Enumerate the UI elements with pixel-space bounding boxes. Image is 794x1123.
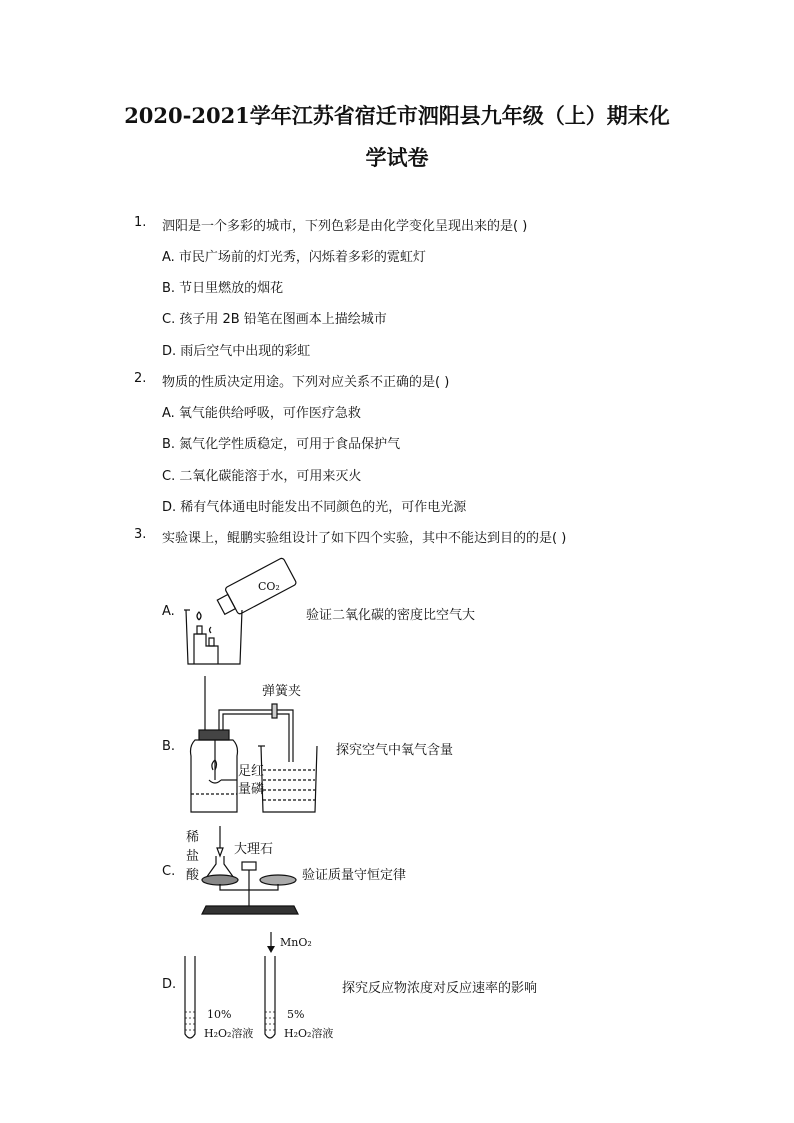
question-2-option-d: D. 稀有气体通电时能发出不同颜色的光，可作电光源 xyxy=(162,500,467,515)
question-2-option-c: C. 二氧化碳能溶于水，可用来灭火 xyxy=(162,469,362,484)
option-d-concentration-5: 5% xyxy=(287,1008,305,1021)
option-b-letter: B. xyxy=(162,739,176,754)
option-d-solution-label-left: H₂O₂溶液 xyxy=(204,1027,254,1040)
question-2-number: 2. xyxy=(134,371,147,386)
mno2-arrow-icon xyxy=(266,932,276,954)
option-c-acid-label-1: 稀 xyxy=(186,830,200,845)
option-b-phosphorus-label-1: 足红 xyxy=(238,764,265,779)
question-2-option-b: B. 氮气化学性质稳定，可用于食品保护气 xyxy=(162,437,401,452)
option-c-description: 验证质量守恒定律 xyxy=(302,868,407,883)
question-1-text: 泗阳是一个多彩的城市，下列色彩是由化学变化呈现出来的是( ) xyxy=(162,219,528,234)
question-1-option-c: C. 孩子用 2B 铅笔在图画本上描绘城市 xyxy=(162,312,387,327)
option-a-co2-label: CO₂ xyxy=(258,580,280,593)
question-1-option-a: A. 市民广场前的灯光秀，闪烁着多彩的霓虹灯 xyxy=(162,250,426,265)
question-1-option-d: D. 雨后空气中出现的彩虹 xyxy=(162,344,311,359)
question-2-text: 物质的性质决定用途。下列对应关系不正确的是( ) xyxy=(162,375,450,390)
option-d-concentration-10: 10% xyxy=(207,1008,232,1021)
option-c-letter: C. xyxy=(162,864,176,879)
co2-pouring-figure xyxy=(180,560,300,666)
option-b-clip-label: 弹簧夹 xyxy=(262,684,302,699)
test-tube-left xyxy=(183,956,197,1042)
option-c-marble-label: 大理石 xyxy=(234,842,274,857)
question-3-number: 3. xyxy=(134,527,147,542)
option-d-description: 探究反应物浓度对反应速率的影响 xyxy=(342,981,538,996)
exam-title-line2: 学试卷 xyxy=(365,145,429,170)
question-1-number: 1. xyxy=(134,215,147,230)
exam-title-line1: 2020-2021学年江苏省宿迁市泗阳县九年级（上）期末化 xyxy=(124,103,670,128)
option-c-acid-label-2: 盐 xyxy=(186,849,200,864)
option-a-description: 验证二氧化碳的密度比空气大 xyxy=(306,608,476,623)
option-a-letter: A. xyxy=(162,604,175,619)
option-c-acid-label-3: 酸 xyxy=(186,868,200,883)
question-1-option-b: B. 节日里燃放的烟花 xyxy=(162,281,284,296)
question-3-text: 实验课上，鲲鹏实验组设计了如下四个实验，其中不能达到目的的是( ) xyxy=(162,531,567,546)
test-tube-right xyxy=(263,956,277,1042)
option-b-phosphorus-label-2: 量磷 xyxy=(238,782,265,797)
option-d-solution-label-right: H₂O₂溶液 xyxy=(284,1027,334,1040)
option-b-description: 探究空气中氧气含量 xyxy=(336,743,454,758)
option-d-letter: D. xyxy=(162,977,177,992)
question-2-option-a: A. 氧气能供给呼吸，可作医疗急救 xyxy=(162,406,361,421)
option-d-mno2-label: MnO₂ xyxy=(280,936,312,949)
